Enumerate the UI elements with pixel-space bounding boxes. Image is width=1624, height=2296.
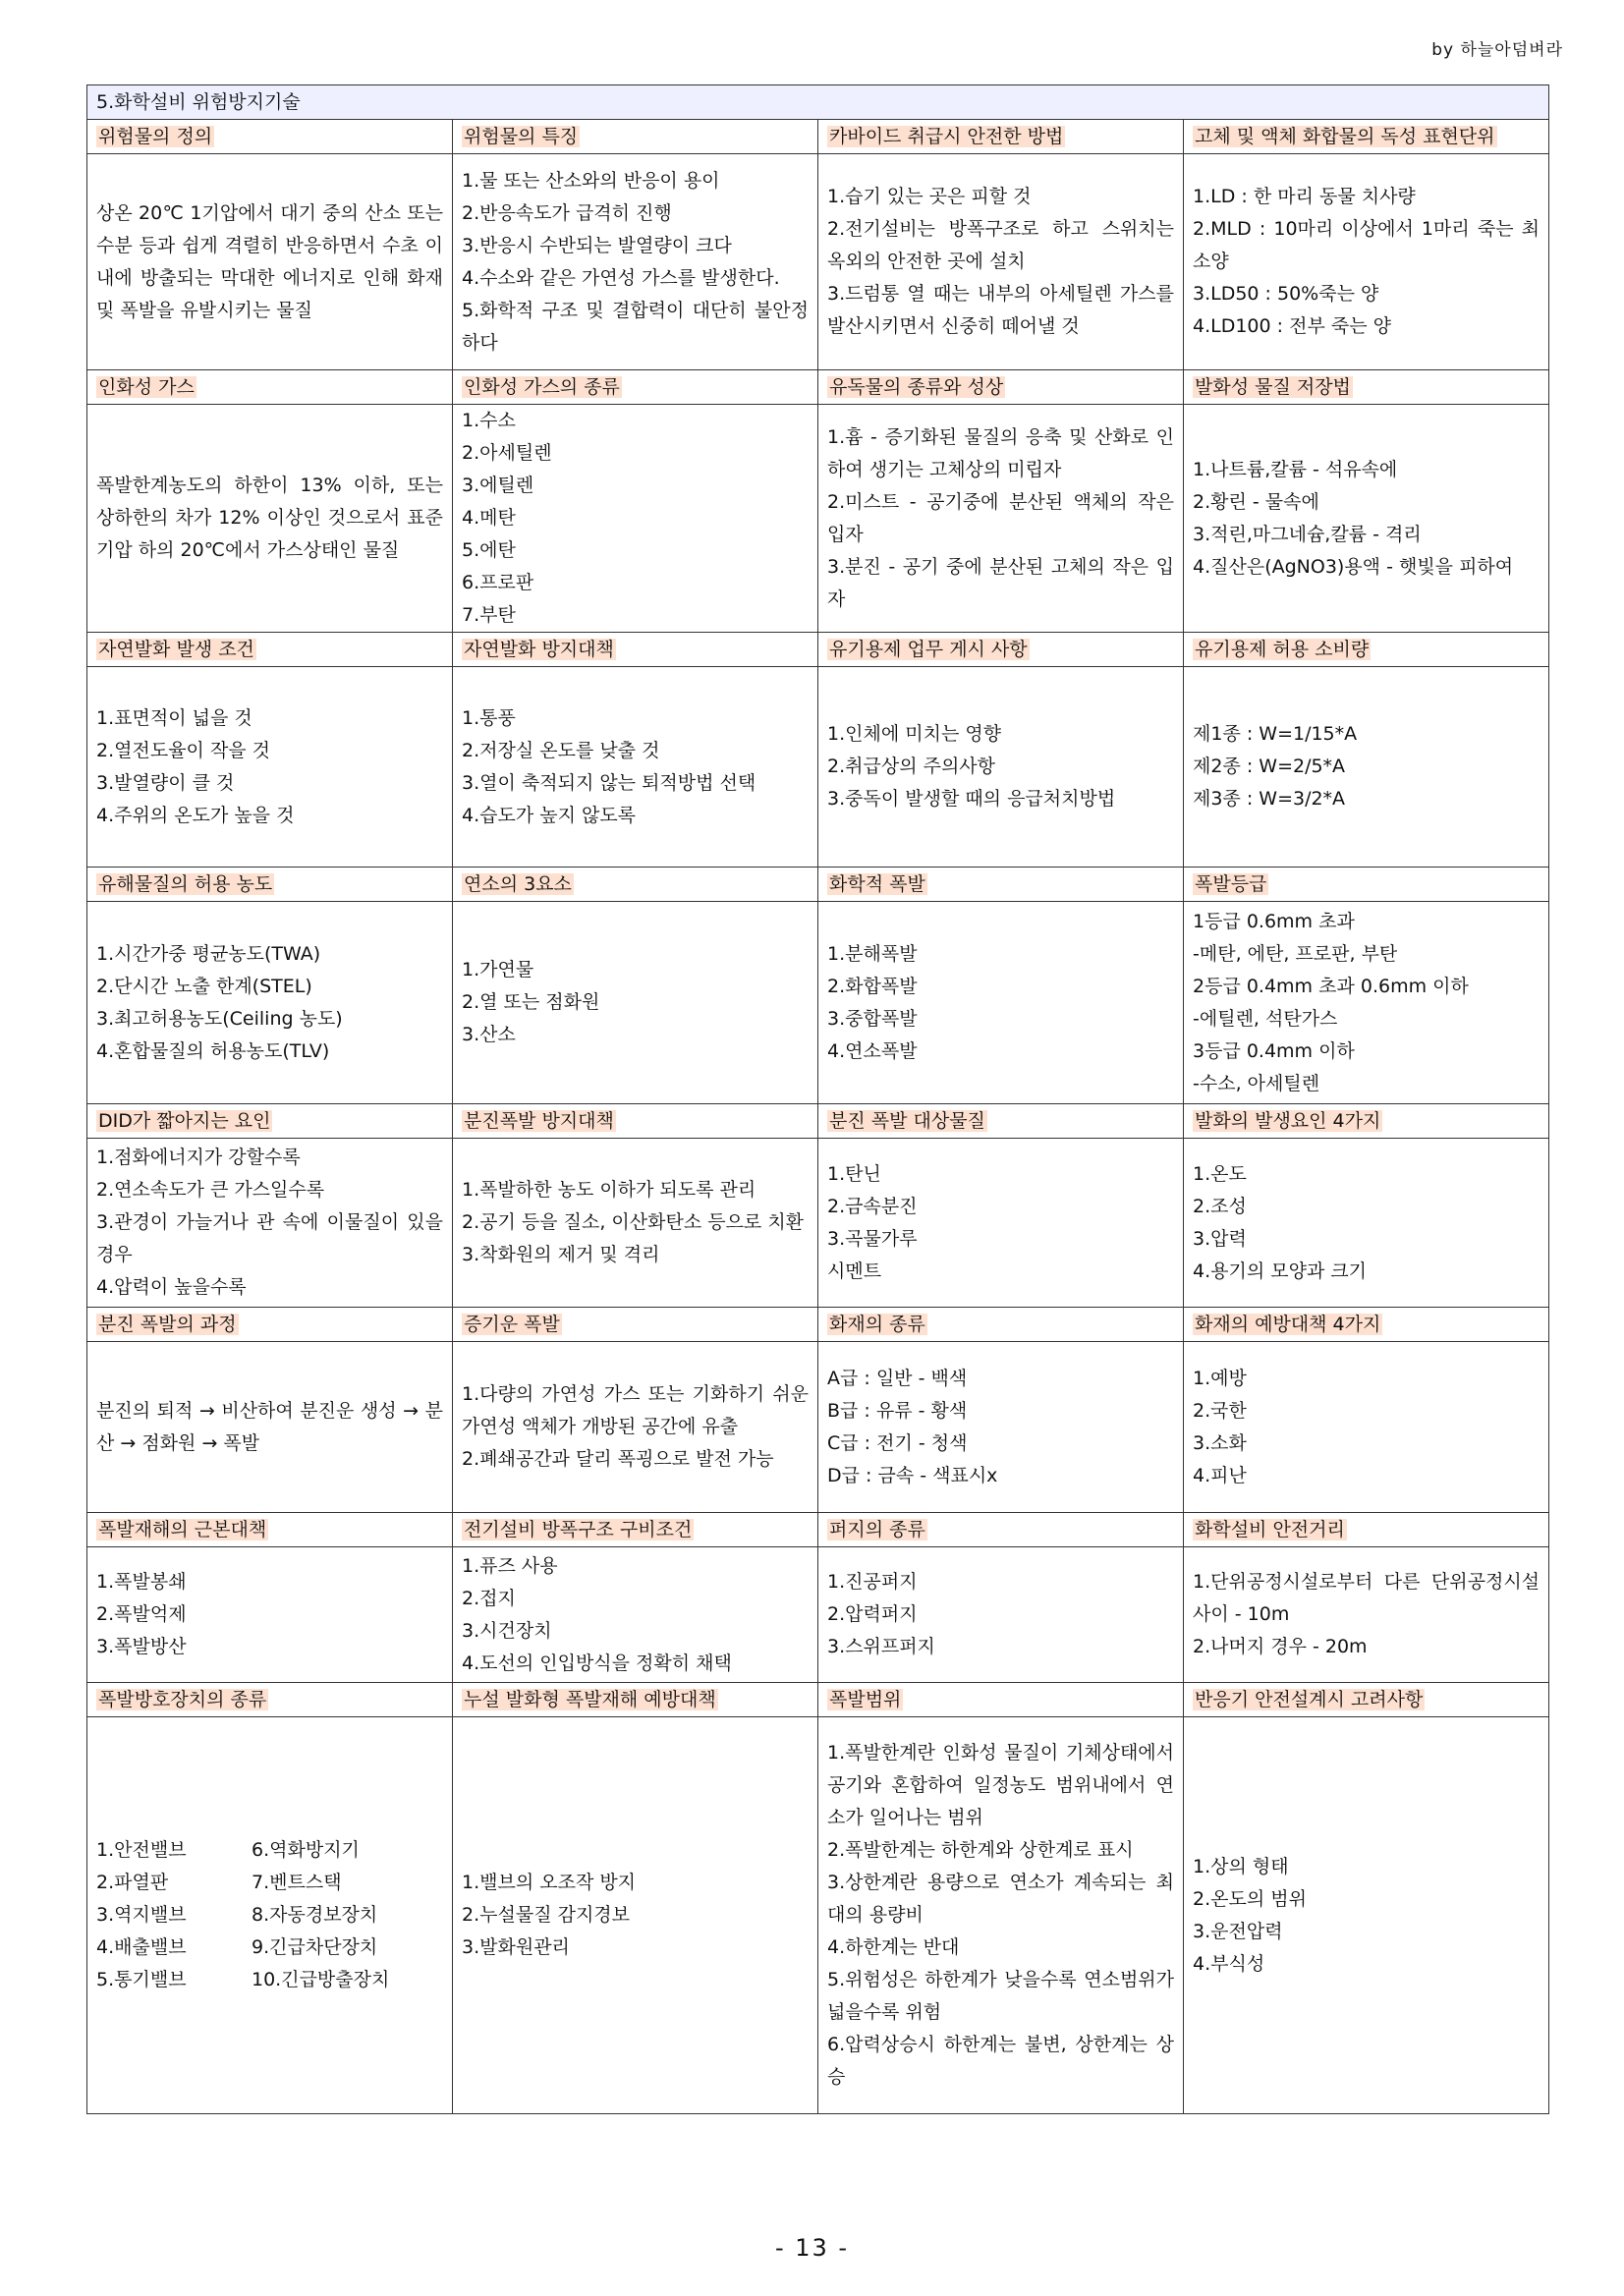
section-title-row bbox=[87, 85, 1549, 120]
list-item: 2.접지 bbox=[462, 1587, 516, 1609]
list-item: 5.화학적 구조 및 결합력이 대단히 불안정하다 bbox=[462, 299, 809, 354]
list-item: 2.폭발억제 bbox=[96, 1603, 187, 1625]
content-row bbox=[87, 1139, 1549, 1308]
cell-content bbox=[818, 1547, 1184, 1683]
list-item: 4.압력이 높을수록 bbox=[96, 1276, 247, 1298]
cell-list bbox=[827, 1363, 1174, 1492]
cell-heading bbox=[87, 868, 453, 902]
cell-heading-text: 분진 폭발의 과정 bbox=[98, 1314, 237, 1335]
cell-heading-text: 인화성 가스 bbox=[98, 376, 195, 398]
list-item: 3.발열량이 클 것 bbox=[96, 771, 235, 794]
list-item: 2.파열판 bbox=[96, 1872, 169, 1893]
list-item: 4.습도가 높지 않도록 bbox=[462, 804, 637, 826]
cell-list bbox=[462, 165, 809, 360]
cell-content bbox=[818, 902, 1184, 1104]
cell-content bbox=[1184, 1342, 1549, 1513]
cell-list bbox=[827, 1737, 1174, 2094]
cell-heading-text: 폭발범위 bbox=[829, 1689, 902, 1710]
list-item: 2.금속분진 bbox=[827, 1195, 918, 1217]
list-item: 3.압력 bbox=[1193, 1227, 1247, 1250]
cell-heading-text: 전기설비 방폭구조 구비조건 bbox=[464, 1519, 693, 1540]
list-item: 3.적린,마그네슘,칼륨 - 격리 bbox=[1193, 523, 1422, 545]
list-item: 2.폭발한계는 하한계와 상한계로 표시 bbox=[827, 1839, 1134, 1861]
cell-heading-text: DID가 짧아지는 요인 bbox=[98, 1110, 271, 1132]
cell-content bbox=[1184, 1717, 1549, 2114]
cell-list bbox=[1193, 1566, 1540, 1663]
cell-heading-text: 화학적 폭발 bbox=[829, 873, 925, 895]
heading-row bbox=[87, 1104, 1549, 1139]
list-item: 3.중합폭발 bbox=[827, 1007, 918, 1030]
cell-content bbox=[453, 667, 818, 868]
list-item: 6.프로판 bbox=[462, 572, 534, 593]
cell-paragraph: 분진의 퇴적 → 비산하여 분진운 생성 → 분산 → 점화원 → 폭발 bbox=[96, 1399, 443, 1454]
cell-heading-text: 연소의 3요소 bbox=[464, 873, 572, 895]
list-item: 3.곡물가루 bbox=[827, 1227, 918, 1250]
list-item: 1.수소 bbox=[462, 410, 516, 431]
list-item: 2.압력퍼지 bbox=[827, 1603, 918, 1625]
cell-heading-text: 화재의 예방대책 4가지 bbox=[1195, 1314, 1381, 1335]
cell-heading bbox=[453, 1683, 818, 1717]
cell-heading bbox=[453, 868, 818, 902]
list-item: 2.황린 - 물속에 bbox=[1193, 490, 1319, 513]
list-item: 4.혼합물질의 허용농도(TLV) bbox=[96, 1039, 330, 1062]
cell-heading-text: 화재의 종류 bbox=[829, 1314, 925, 1335]
cell-heading bbox=[87, 1104, 453, 1139]
list-item: 5.에탄 bbox=[462, 539, 516, 561]
cell-list bbox=[1193, 454, 1540, 584]
list-item: 2.열 또는 점화원 bbox=[462, 991, 600, 1013]
cell-list bbox=[462, 1378, 809, 1476]
cell-list bbox=[827, 938, 1174, 1068]
cell-list bbox=[462, 405, 809, 632]
cell-heading-text: 발화의 발생요인 4가지 bbox=[1195, 1110, 1381, 1132]
cell-heading bbox=[818, 1683, 1184, 1717]
heading-row bbox=[87, 120, 1549, 154]
list-item: D급 : 금속 - 색표시x bbox=[827, 1464, 998, 1486]
list-item: 2.나머지 경우 - 20m bbox=[1193, 1636, 1368, 1657]
list-item: 6.역화방지기 bbox=[252, 1839, 360, 1861]
cell-heading bbox=[87, 370, 453, 405]
list-item: 7.벤트스택 bbox=[252, 1872, 342, 1893]
heading-row bbox=[87, 1308, 1549, 1342]
list-item: 4.LD100 : 전부 죽는 양 bbox=[1193, 315, 1391, 337]
list-item: 1.물 또는 산소와의 반응이 용이 bbox=[462, 169, 720, 192]
list-item: 9.긴급차단장치 bbox=[252, 1936, 378, 1958]
list-item: 3.LD50 : 50%죽는 양 bbox=[1193, 283, 1379, 305]
list-item: 2.열전도율이 작을 것 bbox=[96, 739, 271, 761]
list-item: 4.질산은(AgNO3)용액 - 햇빛을 피하여 bbox=[1193, 555, 1514, 578]
cell-heading-text: 위험물의 정의 bbox=[98, 126, 213, 147]
list-item: 3.산소 bbox=[462, 1024, 516, 1045]
cell-list bbox=[462, 702, 809, 832]
cell-heading-text: 반응기 안전설계시 고려사항 bbox=[1195, 1689, 1424, 1710]
list-item: 3.스위프퍼지 bbox=[827, 1636, 935, 1657]
list-item: 1등급 0.6mm 초과 bbox=[1193, 910, 1355, 932]
list-item: 3등급 0.4mm 이하 bbox=[1193, 1039, 1355, 1062]
cell-heading-text: 위험물의 특징 bbox=[464, 126, 579, 147]
cell-heading bbox=[87, 1513, 453, 1547]
list-item: -메탄, 에탄, 프로판, 부탄 bbox=[1193, 942, 1398, 965]
list-item: 1.온도 bbox=[1193, 1162, 1247, 1185]
list-item: 2.단시간 노출 한계(STEL) bbox=[96, 975, 312, 997]
list-item: 5.통기밸브 bbox=[96, 1969, 187, 1990]
cell-list bbox=[96, 702, 443, 832]
list-item: 제1종 : W=1/15*A bbox=[1193, 723, 1358, 745]
cell-content bbox=[87, 1139, 453, 1308]
cell-content bbox=[87, 1547, 453, 1683]
cell-heading-text: 고체 및 액체 화합물의 독성 표현단위 bbox=[1195, 126, 1495, 147]
cell-heading-text: 자연발화 발생 조건 bbox=[98, 639, 254, 660]
cell-list bbox=[462, 954, 809, 1051]
list-item: 3.운전압력 bbox=[1193, 1920, 1283, 1942]
cell-heading-text: 유독물의 종류와 성상 bbox=[829, 376, 1004, 398]
cell-heading bbox=[1184, 868, 1549, 902]
cell-paragraph: 상온 20℃ 1기압에서 대기 중의 산소 또는 수분 등과 쉽게 격렬히 반응하면서 수초 이내에 방출되는 막대한 에너지로 인해 화재 및 폭발을 유발시키는 물질 bbox=[96, 201, 443, 321]
list-item: 2.공기 등을 질소, 이산화탄소 등으로 치환 bbox=[462, 1211, 805, 1233]
list-item: 3.착화원의 제거 및 격리 bbox=[462, 1244, 660, 1265]
list-item: 8.자동경보장치 bbox=[252, 1904, 378, 1926]
list-item: 4.배출밸브 bbox=[96, 1936, 187, 1958]
cell-list bbox=[462, 1174, 809, 1271]
cell-list bbox=[827, 718, 1174, 815]
content-row bbox=[87, 667, 1549, 868]
list-item: C급 : 전기 - 청색 bbox=[827, 1431, 968, 1454]
cell-list bbox=[1193, 1851, 1540, 1981]
heading-row bbox=[87, 633, 1549, 667]
section-title bbox=[87, 85, 1549, 120]
content-row bbox=[87, 902, 1549, 1104]
cell-heading bbox=[1184, 370, 1549, 405]
cell-list bbox=[827, 1158, 1174, 1288]
heading-row bbox=[87, 370, 1549, 405]
cell-heading bbox=[818, 1308, 1184, 1342]
list-item: 3.열이 축적되지 않는 퇴적방법 선택 bbox=[462, 771, 756, 794]
cell-content bbox=[1184, 1547, 1549, 1683]
cell-heading bbox=[87, 633, 453, 667]
cell-content bbox=[87, 1342, 453, 1513]
cell-content bbox=[818, 1717, 1184, 2114]
cell-content bbox=[818, 154, 1184, 370]
cell-list bbox=[1193, 718, 1540, 815]
cell-content bbox=[453, 154, 818, 370]
list-item: 2.연소속도가 큰 가스일수록 bbox=[96, 1179, 325, 1201]
list-item: 2.폐쇄공간과 달리 폭굉으로 발전 가능 bbox=[462, 1448, 774, 1470]
cell-list bbox=[827, 421, 1174, 616]
list-item: 1.LD : 한 마리 동물 치사량 bbox=[1193, 186, 1416, 207]
list-item: 3.시건장치 bbox=[462, 1619, 552, 1642]
cell-heading-text: 유해물질의 허용 농도 bbox=[98, 873, 273, 895]
cell-heading-text: 폭발재해의 근본대책 bbox=[98, 1519, 267, 1540]
cell-heading bbox=[87, 1683, 453, 1717]
cell-content bbox=[1184, 405, 1549, 633]
cell-heading bbox=[818, 370, 1184, 405]
cell-content bbox=[1184, 154, 1549, 370]
cell-heading bbox=[87, 120, 453, 154]
cell-heading-text: 퍼지의 종류 bbox=[829, 1519, 925, 1540]
cell-heading bbox=[453, 370, 818, 405]
cell-heading-text: 자연발화 방지대책 bbox=[464, 639, 614, 660]
heading-row bbox=[87, 1513, 1549, 1547]
list-item: 2.조성 bbox=[1193, 1195, 1247, 1217]
list-item: 3.최고허용농도(Ceiling 농도) bbox=[96, 1007, 343, 1030]
cell-heading bbox=[453, 1104, 818, 1139]
list-item: 4.피난 bbox=[1193, 1464, 1247, 1486]
cell-content bbox=[818, 405, 1184, 633]
cell-heading bbox=[818, 1104, 1184, 1139]
cell-content bbox=[87, 154, 453, 370]
content-row bbox=[87, 1547, 1549, 1683]
list-item: 4.도선의 인입방식을 정확히 채택 bbox=[462, 1652, 732, 1674]
list-item: A급 : 일반 - 백색 bbox=[827, 1367, 968, 1389]
cell-heading-text: 유기용제 허용 소비량 bbox=[1195, 639, 1370, 660]
list-item: 6.압력상승시 하한계는 불변, 상한계는 상승 bbox=[827, 2034, 1174, 2088]
cell-heading bbox=[453, 633, 818, 667]
content-row bbox=[87, 405, 1549, 633]
list-item: 2.MLD : 10마리 이상에서 1마리 죽는 최소양 bbox=[1193, 218, 1540, 272]
list-item: 10.긴급방출장치 bbox=[252, 1969, 390, 1990]
cell-list bbox=[1193, 906, 1540, 1100]
list-item: 제3종 : W=3/2*A bbox=[1193, 788, 1346, 810]
chemical-safety-table bbox=[86, 84, 1549, 2114]
list-item: 3.드럼통 열 때는 내부의 아세틸렌 가스를 발산시키면서 신중히 떼어낼 것 bbox=[827, 283, 1174, 337]
list-item: 1.나트륨,칼륨 - 석유속에 bbox=[1193, 458, 1398, 480]
list-item: 2.미스트 - 공기중에 분산된 액체의 작은 입자 bbox=[827, 490, 1174, 545]
cell-list bbox=[96, 1566, 443, 1663]
cell-content bbox=[1184, 1139, 1549, 1308]
cell-content bbox=[87, 902, 453, 1104]
cell-heading bbox=[818, 633, 1184, 667]
cell-heading bbox=[1184, 120, 1549, 154]
cell-list bbox=[96, 938, 443, 1068]
list-item: 1.안전밸브 bbox=[96, 1839, 187, 1861]
list-item: 4.메탄 bbox=[462, 507, 516, 529]
cell-heading bbox=[1184, 1683, 1549, 1717]
cell-content bbox=[87, 667, 453, 868]
cell-heading bbox=[1184, 1104, 1549, 1139]
cell-heading-text: 유기용제 업무 게시 사항 bbox=[829, 639, 1028, 660]
cell-list bbox=[827, 181, 1174, 343]
section-title-text: 5.화학설비 위험방지기술 bbox=[96, 90, 301, 113]
cell-content bbox=[818, 1139, 1184, 1308]
list-item: 1.분해폭발 bbox=[827, 942, 918, 965]
list-item: 2.온도의 범위 bbox=[1193, 1887, 1307, 1910]
list-item: 1.통풍 bbox=[462, 706, 516, 729]
list-item: 1.인체에 미치는 영향 bbox=[827, 723, 1002, 745]
cell-heading bbox=[1184, 1308, 1549, 1342]
list-item: 3.역지밸브 bbox=[96, 1904, 187, 1926]
list-item: 2.국한 bbox=[1193, 1399, 1247, 1422]
list-item: 1.상의 형태 bbox=[1193, 1855, 1289, 1877]
list-item: 2등급 0.4mm 초과 0.6mm 이하 bbox=[1193, 975, 1469, 997]
list-item: 1.폭발하한 농도 이하가 되도록 관리 bbox=[462, 1179, 756, 1201]
cell-list bbox=[1193, 1158, 1540, 1288]
cell-heading bbox=[87, 1308, 453, 1342]
list-item: 1.퓨즈 사용 bbox=[462, 1554, 558, 1577]
cell-content bbox=[1184, 902, 1549, 1104]
list-item: 2.반응속도가 급격히 진행 bbox=[462, 201, 672, 224]
cell-content bbox=[453, 1717, 818, 2114]
list-item: 5.위험성은 하한계가 낮을수록 연소범위가 넓을수록 위험 bbox=[827, 1969, 1174, 2023]
cell-heading-text: 인화성 가스의 종류 bbox=[464, 376, 620, 398]
cell-paragraph: 폭발한계농도의 하한이 13% 이하, 또는 상하한의 차가 12% 이상인 것으로서 표준 기압 하의 20℃에서 가스상태인 물질 bbox=[96, 475, 443, 561]
content-row bbox=[87, 154, 1549, 370]
cell-heading-text: 증기운 폭발 bbox=[464, 1314, 560, 1335]
list-item: 3.소화 bbox=[1193, 1431, 1247, 1454]
cell-heading-text: 폭발등급 bbox=[1195, 873, 1267, 895]
list-item: 3.에틸렌 bbox=[462, 475, 534, 496]
list-item: 1.폭발한계란 인화성 물질이 기체상태에서 공기와 혼합하여 일정농도 범위내에서 연소가 일어나는 범위 bbox=[827, 1742, 1174, 1828]
author-credit: by 하늘아덤벼라 bbox=[1431, 40, 1563, 60]
list-item: 1.다량의 가연성 가스 또는 기화하기 쉬운 가연성 액체가 개방된 공간에 유출 bbox=[462, 1383, 809, 1437]
list-item: 1.가연물 bbox=[462, 959, 534, 980]
cell-heading bbox=[818, 868, 1184, 902]
list-item: 2.화합폭발 bbox=[827, 975, 918, 997]
list-item: 1.습기 있는 곳은 피할 것 bbox=[827, 186, 1032, 207]
list-item: 3.반응시 수반되는 발열량이 크다 bbox=[462, 234, 732, 256]
cell-content bbox=[818, 667, 1184, 868]
cell-heading bbox=[453, 1308, 818, 1342]
list-item: 3.발화원관리 bbox=[462, 1936, 570, 1958]
list-item: 3.상한계란 용량으로 연소가 계속되는 최대의 용량비 bbox=[827, 1872, 1174, 1926]
cell-heading-text: 분진 폭발 대상물질 bbox=[829, 1110, 985, 1132]
cell-heading bbox=[453, 120, 818, 154]
cell-content bbox=[453, 1342, 818, 1513]
cell-content bbox=[87, 405, 453, 633]
list-item: 3.관경이 가늘거나 관 속에 이물질이 있을 경우 bbox=[96, 1211, 443, 1265]
cell-heading bbox=[453, 1513, 818, 1547]
list-item: 2.누설물질 감지경보 bbox=[462, 1904, 630, 1926]
cell-content bbox=[1184, 667, 1549, 868]
heading-row bbox=[87, 868, 1549, 902]
cell-content bbox=[453, 902, 818, 1104]
list-item: 2.전기설비는 방폭구조로 하고 스위치는 옥외의 안전한 곳에 설치 bbox=[827, 218, 1174, 272]
cell-list bbox=[462, 1867, 809, 1964]
cell-content bbox=[453, 1547, 818, 1683]
cell-content bbox=[453, 405, 818, 633]
cell-heading-text: 발화성 물질 저장법 bbox=[1195, 376, 1351, 398]
cell-heading bbox=[818, 120, 1184, 154]
list-item: 4.주위의 온도가 높을 것 bbox=[96, 804, 295, 826]
cell-heading-text: 분진폭발 방지대책 bbox=[464, 1110, 614, 1132]
cell-list bbox=[1193, 1363, 1540, 1492]
cell-content bbox=[453, 1139, 818, 1308]
list-item: 1.단위공정시설로부터 다른 단위공정시설 사이 - 10m bbox=[1193, 1571, 1540, 1625]
cell-list bbox=[462, 1550, 809, 1680]
cell-heading bbox=[818, 1513, 1184, 1547]
list-item: 4.연소폭발 bbox=[827, 1039, 918, 1062]
content-row bbox=[87, 1342, 1549, 1513]
list-item: 1.표면적이 넓을 것 bbox=[96, 706, 252, 729]
cell-content bbox=[818, 1342, 1184, 1513]
content-row bbox=[87, 1717, 1549, 2114]
list-item: -수소, 아세틸렌 bbox=[1193, 1072, 1320, 1094]
list-item: 1.탄닌 bbox=[827, 1162, 881, 1185]
list-item: 3.중독이 발생할 때의 응급처치방법 bbox=[827, 788, 1116, 810]
list-item: 2.저장실 온도를 낮출 것 bbox=[462, 739, 660, 761]
cell-heading-text: 카바이드 취급시 안전한 방법 bbox=[829, 126, 1064, 147]
cell-list bbox=[96, 1142, 443, 1304]
list-item: 시멘트 bbox=[827, 1260, 882, 1282]
cell-list bbox=[827, 1566, 1174, 1663]
list-item: 1.밸브의 오조작 방지 bbox=[462, 1872, 637, 1893]
list-item: 1.점화에너지가 강할수록 bbox=[96, 1147, 301, 1168]
list-item: 2.취급상의 주의사항 bbox=[827, 756, 995, 777]
cell-heading-text: 폭발방호장치의 종류 bbox=[98, 1689, 267, 1710]
cell-list bbox=[96, 1834, 443, 1996]
cell-heading-text: 화학설비 안전거리 bbox=[1195, 1519, 1345, 1540]
list-item: 4.용기의 모양과 크기 bbox=[1193, 1260, 1368, 1282]
list-item: 1.예방 bbox=[1193, 1367, 1247, 1389]
list-item: 1.흄 - 증기화된 물질의 응축 및 산화로 인하여 생기는 고체상의 미립자 bbox=[827, 425, 1174, 480]
list-item: 4.수소와 같은 가연성 가스를 발생한다. bbox=[462, 266, 780, 289]
cell-heading bbox=[1184, 1513, 1549, 1547]
list-item: 2.아세틸렌 bbox=[462, 442, 552, 464]
list-item: 1.진공퍼지 bbox=[827, 1571, 918, 1593]
heading-row bbox=[87, 1683, 1549, 1717]
list-item: 1.폭발봉쇄 bbox=[96, 1571, 187, 1593]
cell-list bbox=[1193, 181, 1540, 343]
list-item: 4.부식성 bbox=[1193, 1952, 1265, 1975]
list-item: 1.시간가중 평균농도(TWA) bbox=[96, 942, 321, 965]
list-item: 3.분진 - 공기 중에 분산된 고체의 작은 입자 bbox=[827, 555, 1174, 610]
cell-heading-text: 누설 발화형 폭발재해 예방대책 bbox=[464, 1689, 716, 1710]
page-number: - 13 - bbox=[774, 2234, 850, 2262]
cell-content bbox=[87, 1717, 453, 2114]
cell-heading bbox=[1184, 633, 1549, 667]
list-item: B급 : 유류 - 황색 bbox=[827, 1399, 968, 1422]
list-item: 7.부탄 bbox=[462, 604, 516, 626]
list-item: 제2종 : W=2/5*A bbox=[1193, 756, 1346, 777]
list-item: -에틸렌, 석탄가스 bbox=[1193, 1007, 1338, 1030]
list-item: 3.폭발방산 bbox=[96, 1636, 187, 1657]
list-item: 4.하한계는 반대 bbox=[827, 1936, 960, 1958]
